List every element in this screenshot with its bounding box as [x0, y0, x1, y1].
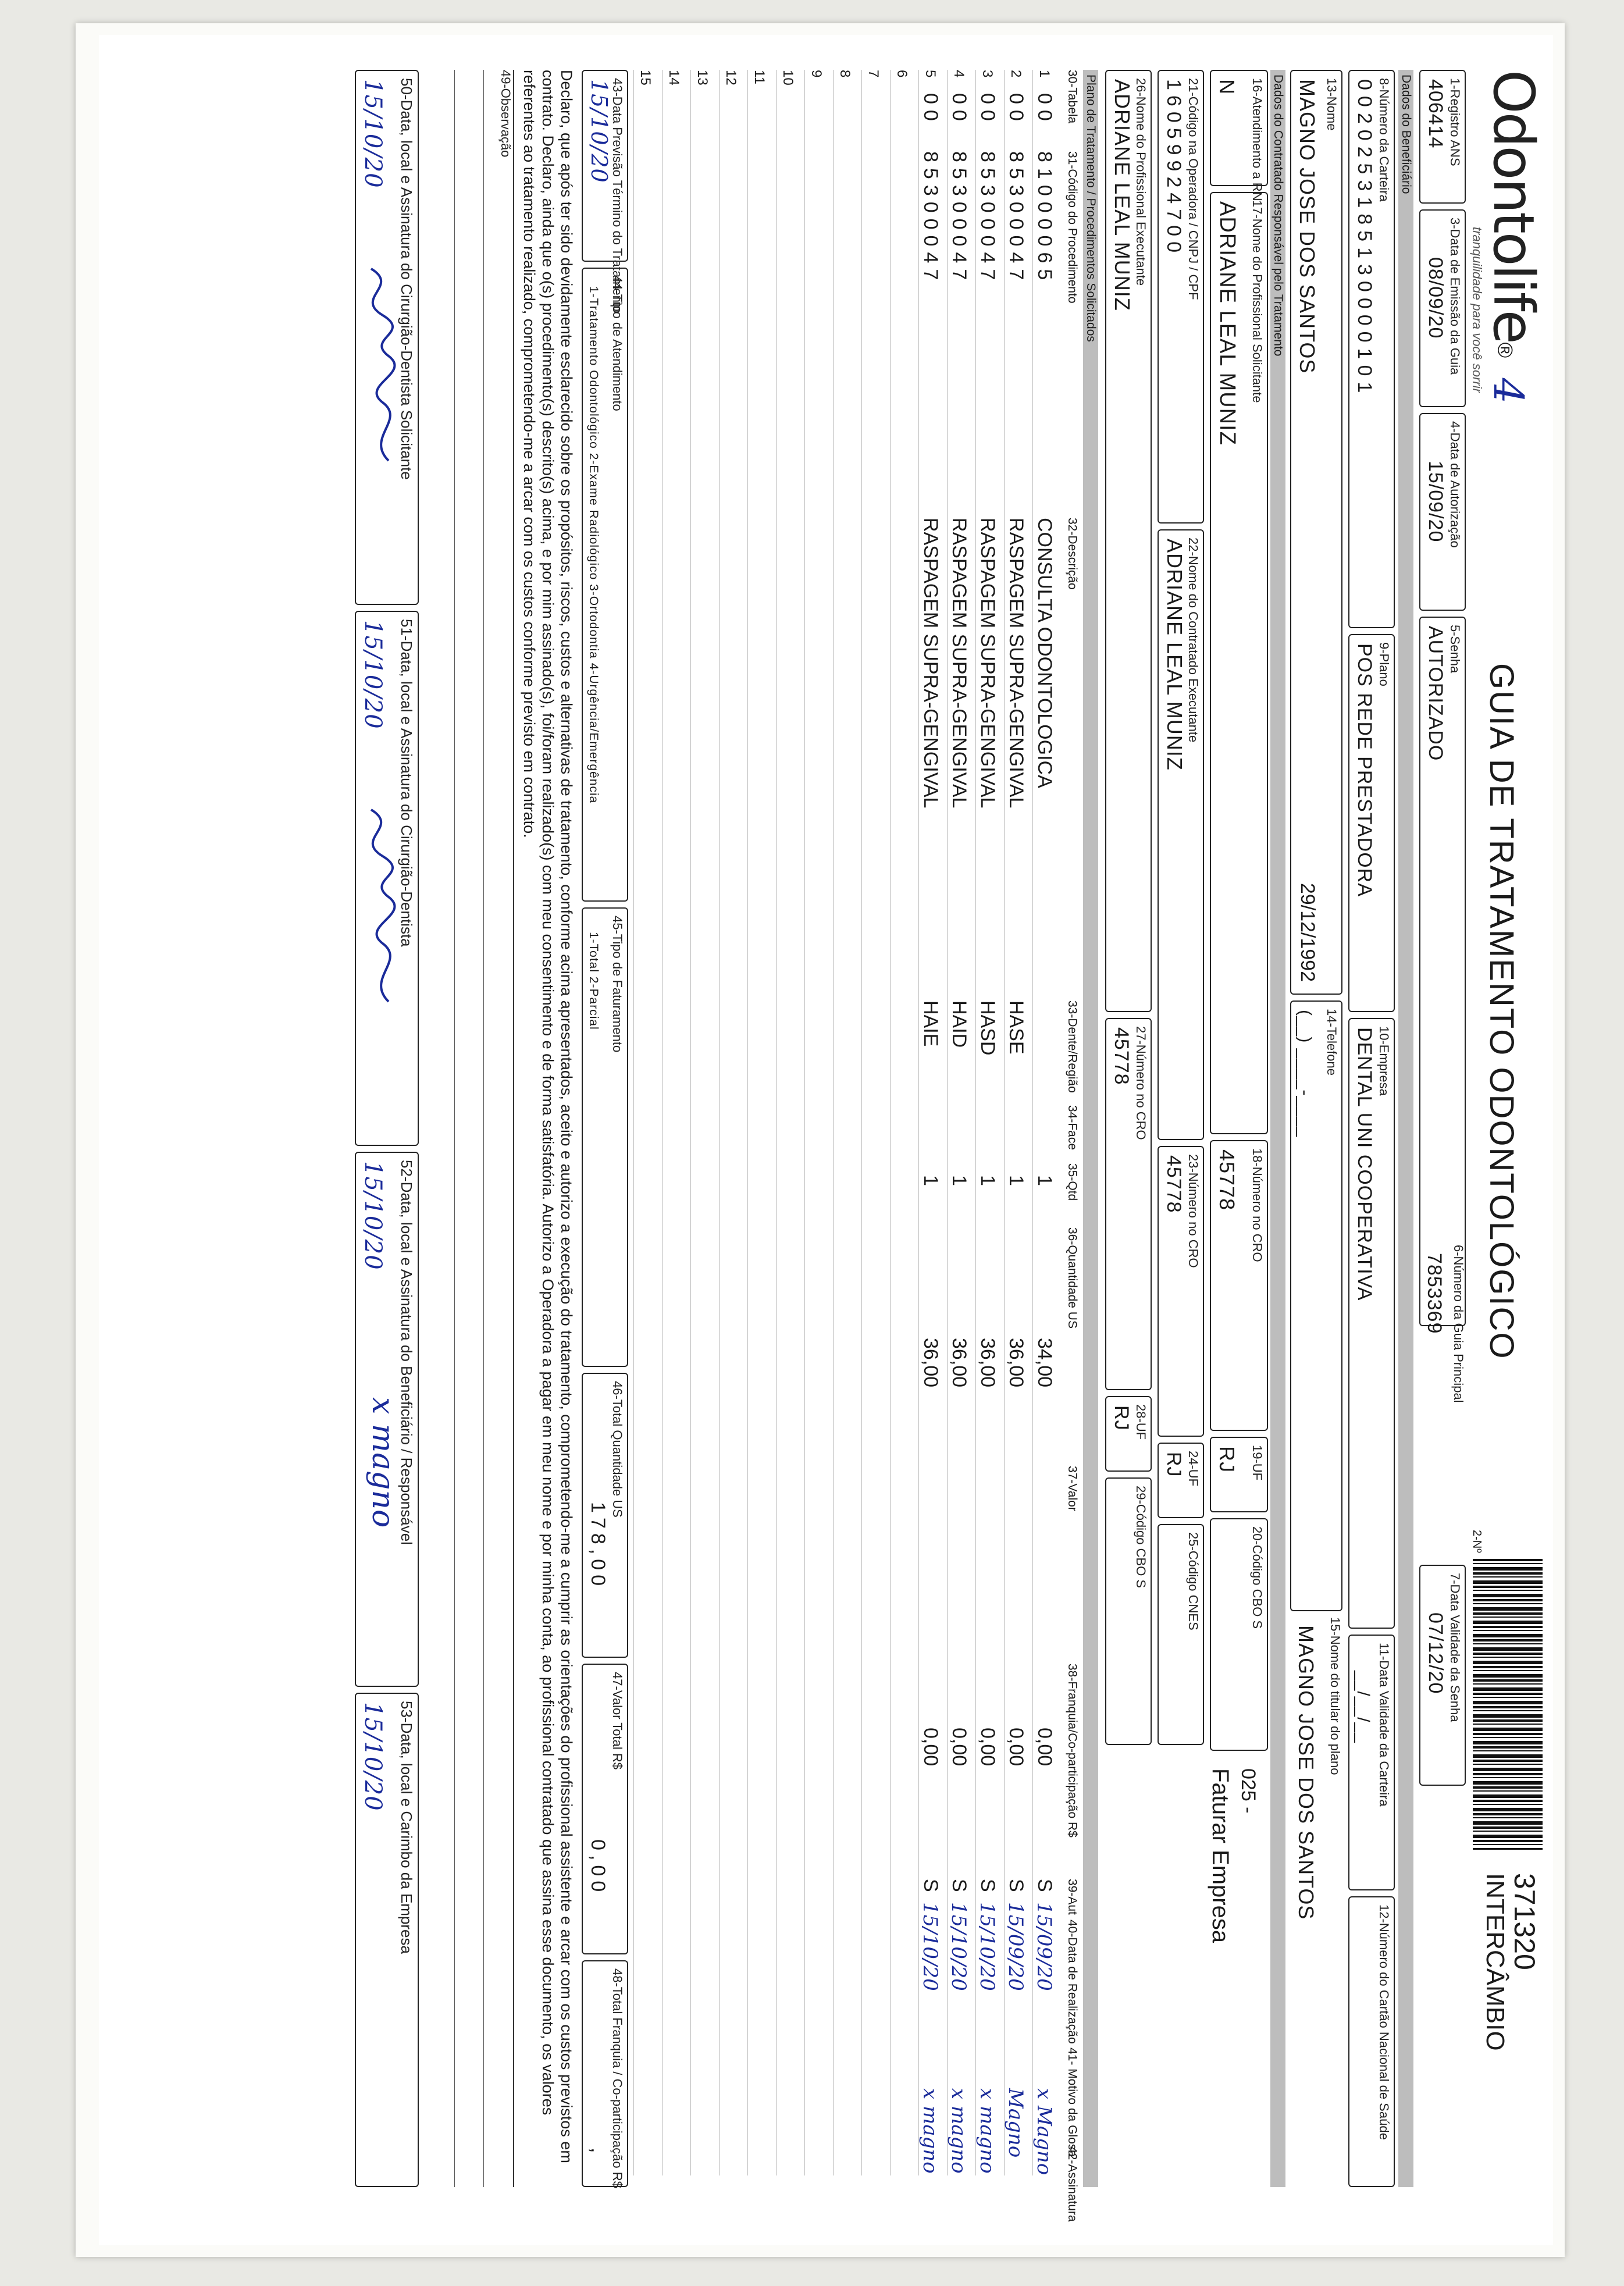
section-treatment-plan: Plano de Tratamento / Procedimentos Solicitados — [1083, 70, 1098, 2187]
col-codigo: 31-Código do Procedimento — [1066, 151, 1079, 304]
operator-code-field[interactable] — [1158, 70, 1204, 524]
forecast-value: 15/10/20 — [586, 79, 612, 183]
dentist-signature-2 — [354, 804, 406, 1013]
row-descricao[interactable]: RASPAGEM SUPRA-GENGIVAL — [948, 518, 970, 809]
cro-label: 18-Número no CRO — [1250, 1148, 1265, 1262]
row-us[interactable]: 36,00 — [948, 1338, 970, 1388]
main-guide-label: 6-Número da Guia Principal — [1451, 1245, 1466, 1403]
row-franquia[interactable]: 0,00 — [1005, 1728, 1027, 1767]
row-tabela[interactable]: 00 — [920, 93, 942, 127]
cro23-field[interactable] — [1158, 1146, 1204, 1437]
operator-code-label: 21-Código na Operadora / CNPJ / CPF — [1186, 78, 1201, 300]
table-header — [1062, 70, 1079, 2222]
billing-type-label: 45-Tipo de Faturamento — [610, 916, 625, 1053]
uf19-field[interactable] — [1210, 1437, 1268, 1512]
card-number-label: 8-Número da Carteira — [1377, 78, 1391, 202]
col-data: 40-Data de Realização — [1066, 1920, 1079, 2044]
sig53-box[interactable] — [355, 1693, 419, 2187]
table-row — [804, 70, 832, 2175]
row-tabela[interactable]: 00 — [948, 93, 970, 127]
cro23-label: 23-Número no CRO — [1186, 1154, 1201, 1268]
row-assinatura[interactable]: x Magno — [1032, 2088, 1056, 2175]
col-qtd: 35-Qtd — [1066, 1163, 1079, 1201]
row-franquia[interactable]: 0,00 — [920, 1728, 942, 1767]
table-row — [947, 70, 975, 2175]
uf28-label: 28-UF — [1134, 1404, 1148, 1440]
row-descricao[interactable]: RASPAGEM SUPRA-GENGIVAL — [977, 518, 999, 809]
row-assinatura[interactable]: x magno — [918, 2088, 942, 2174]
col-valor: 37-Valor — [1066, 1466, 1079, 1511]
brand-logo — [1481, 70, 1546, 404]
requesting-professional-value: ADRIANE LEAL MUNIZ — [1215, 201, 1240, 446]
row-franquia[interactable]: 0,00 — [1034, 1728, 1056, 1767]
registro-ans-field[interactable] — [1419, 70, 1466, 204]
row-number: 11 — [752, 70, 767, 84]
company-value: DENTAL UNI COOPERATIVA — [1354, 1027, 1376, 1301]
table-row — [1004, 70, 1032, 2175]
table-row — [776, 70, 804, 2175]
card-number-value: 0020253185130000101 — [1354, 79, 1376, 399]
col-face: 34-Face — [1066, 1105, 1079, 1151]
row-tabela[interactable]: 00 — [1005, 93, 1027, 127]
executing-professional-field[interactable] — [1105, 70, 1152, 1012]
forecast-field[interactable] — [582, 70, 628, 314]
row-data[interactable]: 15/10/20 — [947, 1902, 970, 1991]
issue-date-field[interactable] — [1419, 209, 1466, 407]
password-label: 5-Senha — [1448, 625, 1462, 674]
row-us[interactable]: 34,00 — [1034, 1338, 1056, 1388]
row-franquia[interactable]: 0,00 — [977, 1728, 999, 1767]
sig51-label: 51-Data, local e Assinatura do Cirurgião-Dentista — [398, 619, 415, 947]
row-qtd[interactable]: 1 — [1005, 1175, 1027, 1186]
beneficiary-name-label: 13-Nome — [1324, 78, 1339, 131]
holder-label: 15-Nome do titular do plano — [1328, 1617, 1342, 1775]
card-validity-label: 11-Data Validade da Carteira — [1377, 1643, 1391, 1807]
total-value-field[interactable] — [582, 1664, 628, 1954]
authorization-date-label: 4-Data de Autorização — [1448, 421, 1462, 548]
procedures-table — [631, 70, 1079, 2222]
interchange-label: INTERCÂMBIO — [1481, 1873, 1509, 2051]
row-number: 7 — [866, 70, 881, 78]
cbo20-field[interactable] — [1210, 1518, 1268, 1751]
row-descricao[interactable]: RASPAGEM SUPRA-GENGIVAL — [1005, 518, 1027, 809]
cnes-field[interactable] — [1158, 1524, 1204, 1745]
phone-value: (__) ____-____ — [1295, 1010, 1315, 1138]
card-number-field[interactable] — [1348, 70, 1395, 628]
col-descricao: 32-Descrição — [1066, 518, 1079, 590]
row-qtd[interactable]: 1 — [1034, 1175, 1056, 1186]
table-row — [833, 70, 861, 2175]
table-row — [890, 70, 918, 2175]
row-descricao[interactable]: RASPAGEM SUPRA-GENGIVAL — [920, 518, 942, 809]
sig50-box[interactable] — [355, 70, 419, 605]
card-validity-field[interactable] — [1348, 1635, 1395, 1890]
forecast-label: 43-Data Previsão Término do Tratamento — [610, 78, 625, 314]
care-type-label: 44-Tipo de Atendimento — [610, 276, 625, 411]
table-row — [633, 70, 661, 2175]
table-row — [690, 70, 718, 2175]
plan-label: 9-Plano — [1377, 642, 1391, 686]
total-franchise-field[interactable] — [582, 1960, 628, 2187]
row-qtd[interactable]: 1 — [920, 1175, 942, 1186]
cro-value: 45778 — [1215, 1149, 1239, 1211]
health-card-label: 12-Número do Cartão Nacional de Saúde — [1377, 1904, 1391, 2140]
cbo29-field[interactable] — [1105, 1477, 1152, 1745]
row-data[interactable]: 15/10/20 — [975, 1902, 999, 1991]
row-codigo[interactable]: 85300047 — [977, 151, 999, 286]
plan-field[interactable] — [1348, 634, 1395, 1012]
row-number: 1 — [1037, 70, 1052, 78]
billing-type-field[interactable] — [582, 907, 628, 1367]
issue-date-value: 08/09/20 — [1424, 257, 1447, 339]
rn-field[interactable] — [1210, 70, 1268, 201]
row-descricao[interactable]: CONSULTA ODONTOLOGICA — [1034, 518, 1056, 788]
row-aut[interactable]: S — [977, 1879, 999, 1892]
row-qtd[interactable]: 1 — [948, 1175, 970, 1186]
card-validity-value: __/__/__ — [1354, 1671, 1373, 1743]
row-number: 12 — [723, 70, 739, 86]
cro27-field[interactable] — [1105, 1018, 1152, 1390]
requesting-professional-field[interactable] — [1210, 192, 1268, 1134]
total-franchise-value: , — [587, 2148, 609, 2154]
row-dente[interactable]: HAID — [948, 1000, 970, 1048]
password-value: AUTORIZADO — [1424, 626, 1447, 761]
cbo20-label: 20-Código CBO S — [1250, 1526, 1265, 1629]
executing-contractor-field[interactable] — [1158, 529, 1204, 1140]
row-number: 4 — [951, 70, 967, 78]
sig52-box[interactable] — [355, 1152, 419, 1687]
issue-date-label: 3-Data de Emissão da Guia — [1448, 218, 1462, 375]
operator-code-value: 16059924700 — [1163, 79, 1185, 258]
section-beneficiary: Dados do Beneficiário — [1398, 70, 1413, 2187]
guide-number-label: 2-Nº — [1470, 1530, 1483, 1553]
row-data[interactable]: 15/09/20 — [1032, 1902, 1056, 1991]
row-dente[interactable]: HASE — [1005, 1000, 1027, 1055]
row-codigo[interactable]: 81000065 — [1034, 151, 1056, 286]
row-aut[interactable]: S — [920, 1879, 942, 1892]
table-row — [861, 70, 889, 2175]
col-franquia: 38-Franquia/Co-participação R$ — [1066, 1664, 1079, 1838]
health-card-field[interactable] — [1348, 1896, 1395, 2187]
total-value-value: 0,00 — [587, 1839, 609, 1897]
col-glosa: 41- Motivo da Glosa — [1066, 2048, 1079, 2157]
sig51-box[interactable] — [355, 611, 419, 1146]
row-number: 13 — [695, 70, 710, 86]
row-dente[interactable]: HAIE — [920, 1000, 942, 1047]
row-data[interactable]: 15/10/20 — [918, 1902, 942, 1991]
requesting-professional-label: 17-Nome do Profissional Solicitante — [1250, 200, 1265, 403]
row-assinatura[interactable]: Magno — [1004, 2088, 1027, 2158]
plan-value: POS REDE PRESTADORA — [1354, 643, 1376, 897]
beneficiary-signature: x magno — [365, 1397, 400, 1528]
row-aut[interactable]: S — [1034, 1879, 1056, 1892]
row-data[interactable]: 15/09/20 — [1004, 1902, 1027, 1991]
cro-field[interactable] — [1210, 1140, 1268, 1431]
dental-treatment-form — [99, 35, 1553, 2245]
observation-label: 49-Observação — [498, 70, 513, 158]
row-number: 5 — [923, 70, 938, 78]
form-title: GUIA DE TRATAMENTO ODONTOLÓGICO — [1483, 663, 1520, 1360]
uf28-field[interactable] — [1105, 1396, 1152, 1472]
observation-field[interactable] — [426, 70, 514, 2187]
note-text: Faturar Empresa — [1208, 1768, 1233, 1943]
beneficiary-name-value: MAGNO JOSE DOS SANTOS — [1295, 79, 1319, 374]
executing-professional-value: ADRIANE LEAL MUNIZ — [1110, 79, 1134, 311]
sig53-label: 53-Data, local e Carimbo da Empresa — [398, 1701, 415, 1954]
table-row — [1032, 70, 1060, 2175]
row-number: 8 — [837, 70, 853, 78]
phone-field[interactable] — [1290, 1000, 1342, 1611]
note-code: 025 - — [1237, 1768, 1259, 1814]
row-franquia[interactable]: 0,00 — [948, 1728, 970, 1767]
total-value-label: 47-Valor Total R$ — [610, 1672, 625, 1769]
row-aut[interactable]: S — [1005, 1879, 1027, 1892]
main-guide-value: 7853369 — [1423, 1253, 1445, 1334]
row-codigo[interactable]: 85300047 — [948, 151, 970, 286]
cro27-value: 45778 — [1110, 1027, 1132, 1085]
handwritten-mark: 4 — [1484, 378, 1532, 404]
care-type-field[interactable] — [582, 268, 628, 902]
total-franchise-label: 48-Total Franquia / Co-participação R$ — [610, 1968, 625, 2188]
table-row — [662, 70, 690, 2175]
uf28-value: RJ — [1110, 1405, 1132, 1431]
registro-ans-value: 406414 — [1424, 79, 1447, 149]
row-number: 15 — [638, 70, 653, 86]
barcode — [1473, 1559, 1543, 1850]
table-row — [918, 70, 946, 2175]
password-validity-label: 7-Data Validade da Senha — [1448, 1573, 1462, 1722]
sig52-date: 15/10/20 — [359, 1161, 386, 1270]
sig53-date: 15/10/20 — [359, 1702, 386, 1811]
col-aut: 39-Aut — [1066, 1879, 1079, 1915]
registro-ans-label: 1-Registro ANS — [1448, 78, 1462, 166]
cro27-label: 27-Número no CRO — [1134, 1026, 1148, 1140]
sig52-label: 52-Data, local e Assinatura do Beneficiário / Responsável — [398, 1160, 415, 1545]
row-tabela[interactable]: 00 — [1034, 93, 1056, 127]
row-aut[interactable]: S — [948, 1879, 970, 1892]
brand-name: Odontolife — [1481, 70, 1546, 343]
row-number: 2 — [1008, 70, 1024, 78]
row-number: 3 — [980, 70, 995, 78]
company-field[interactable] — [1348, 1018, 1395, 1629]
sig50-label: 50-Data, local e Assinatura do Cirurgião-Dentista Solicitante — [398, 78, 415, 480]
row-us[interactable]: 36,00 — [977, 1338, 999, 1388]
row-number: 6 — [894, 70, 910, 78]
total-us-field[interactable] — [582, 1373, 628, 1658]
password-field[interactable] — [1419, 617, 1466, 1326]
care-type-options: 1-Tratamento Odontológico 2-Exame Radiológico 3-Ortodontia 4-Urgência/Emergência — [587, 286, 600, 804]
executing-professional-label: 26-Nome do Profissional Executante — [1134, 78, 1148, 286]
billing-type-options: 1-Total 2-Parcial — [587, 932, 600, 1030]
holder-field[interactable] — [1290, 1617, 1342, 2187]
sig51-date: 15/10/20 — [359, 620, 386, 729]
row-us[interactable]: 36,00 — [920, 1338, 942, 1388]
col-tabela: 30-Tabela — [1066, 70, 1079, 124]
row-number: 9 — [809, 70, 824, 78]
row-dente[interactable]: HASD — [977, 1000, 999, 1056]
table-row — [747, 70, 775, 2175]
section-contracted: Dados do Contratado Responsável pelo Tratamento — [1270, 70, 1285, 2187]
table-row — [719, 70, 747, 2175]
uf19-value: RJ — [1215, 1446, 1239, 1473]
col-dente: 33-Dente/Região — [1066, 1000, 1079, 1093]
guide-number: 371320 — [1508, 1873, 1541, 1970]
brand-tagline: tranquilidade para você sorrir — [1470, 227, 1484, 393]
uf24-label: 24-UF — [1186, 1451, 1201, 1487]
form-sheet — [76, 23, 1565, 2257]
table-row — [975, 70, 1003, 2175]
uf24-field[interactable] — [1158, 1443, 1204, 1518]
declaration-text: Declaro, que após ter sido devidamente esclarecido sobre os propósitos, riscos, custos e alternativas de tratamento, conforme acima apresentados, aceito e autorizo a execução do tratamento, comprometendo-me a cumprir as orientações do profissional assistente e arcar com os custos previstos em contrato. Declaro, ainda que o(s) procedimento(s) descrito(s) acima, e por mim assinado(s), foi/foram realizado(s) com meu consentimento e de forma satisfatória. Autorizo a Operadora a pagar em meu nome e por minha conta, ao profissional contratado que assina esse documento, os valores referentes ao tratamento realizado, comprometendo-me a arcar com os custos conforme previsto em contrato. — [521, 70, 575, 2163]
total-us-value: 178,00 — [587, 1502, 609, 1590]
cnes-label: 25-Código CNES — [1186, 1532, 1201, 1630]
row-us[interactable]: 36,00 — [1005, 1338, 1027, 1388]
uf19-label: 19-UF — [1250, 1445, 1265, 1481]
holder-value: MAGNO JOSE DOS SANTOS — [1294, 1625, 1318, 1920]
row-assinatura[interactable]: x magno — [975, 2088, 999, 2174]
cro23-value: 45778 — [1163, 1155, 1185, 1213]
rn-value: N — [1215, 79, 1239, 95]
col-us: 36-Quantidade US — [1066, 1227, 1079, 1329]
authorization-date-value: 15/09/20 — [1424, 461, 1447, 543]
total-us-label: 46-Total Quantidade US — [610, 1381, 625, 1518]
rn-label: 16-Atendimento a RN — [1250, 78, 1265, 201]
sig50-date: 15/10/20 — [359, 79, 386, 188]
row-qtd[interactable]: 1 — [977, 1175, 999, 1186]
password-validity-field[interactable] — [1419, 1565, 1466, 1786]
row-codigo[interactable]: 85300047 — [920, 151, 942, 286]
birth-date-value: 29/12/1992 — [1297, 882, 1319, 982]
dentist-signature — [354, 263, 406, 472]
executing-contractor-label: 22-Nome do Contratado Executante — [1186, 537, 1201, 743]
password-validity-value: 07/12/20 — [1424, 1612, 1447, 1694]
row-number: 14 — [666, 70, 682, 86]
cbo29-label: 29-Código CBO S — [1134, 1486, 1148, 1589]
row-assinatura[interactable]: x magno — [947, 2088, 970, 2174]
row-codigo[interactable]: 85300047 — [1005, 151, 1027, 286]
col-assinatura: 42-Assinatura — [1066, 2146, 1079, 2222]
phone-label: 14-Telefone — [1324, 1009, 1339, 1076]
row-tabela[interactable]: 00 — [977, 93, 999, 127]
company-label: 10-Empresa — [1377, 1026, 1391, 1096]
registered-mark: ® — [1493, 342, 1518, 358]
uf24-value: RJ — [1163, 1452, 1185, 1477]
executing-contractor-value: ADRIANE LEAL MUNIZ — [1163, 539, 1187, 771]
main-guide-field[interactable] — [1419, 1245, 1466, 1571]
authorization-date-field[interactable] — [1419, 413, 1466, 611]
row-number: 10 — [780, 70, 796, 86]
beneficiary-name-field[interactable] — [1290, 70, 1342, 995]
